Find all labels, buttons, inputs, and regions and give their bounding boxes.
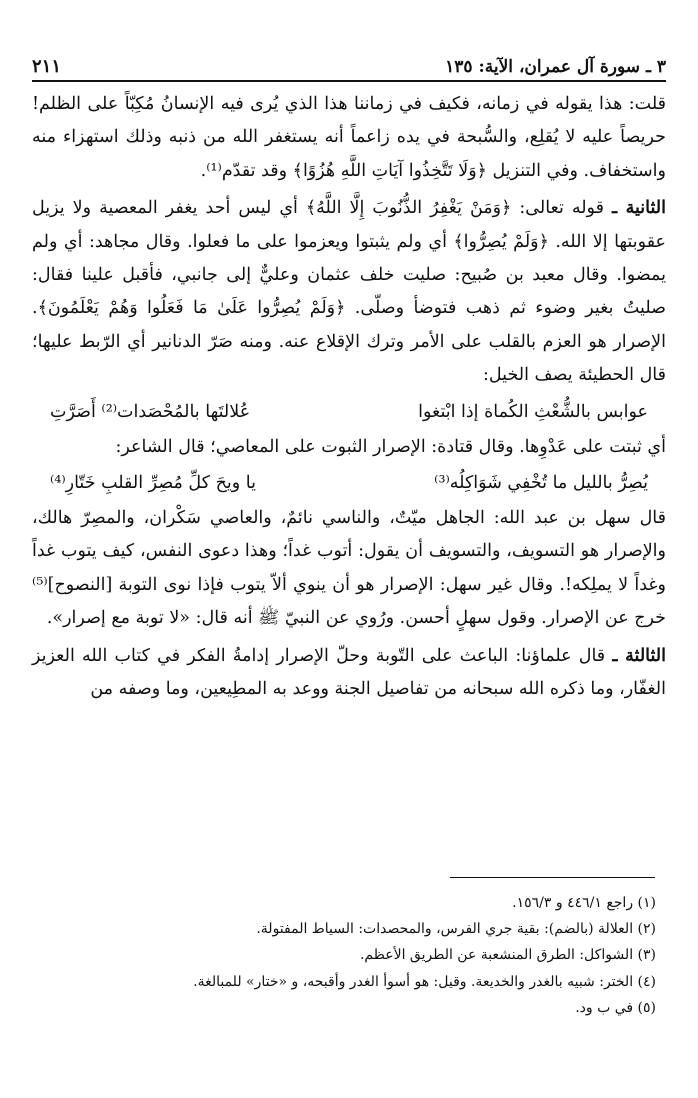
paragraph-5-text: قال علماؤنا: الباعث على التّوبة وحلّ الإصرار إدامةُ الفكر في كتاب الله العزيز الغفّار، وما ذكره الله سبحانه من تفاصيل الجنة ووعد به المطِيعين، وما وصفه من	[32, 645, 666, 700]
footnote-4: (٤) الختر: شبيه بالغدر والخديعة. وقيل: هو أسوأ الغدر وأقبحه، و «ختار» للمبالغة.	[193, 973, 656, 990]
footnote-divider	[450, 877, 655, 878]
verse-2	[32, 464, 666, 502]
paragraph-4: قال سهل بن عبد الله: الجاهل ميّتٌ، والناسي نائمٌ، والعاصي سَكْران، والمصِرّ هالك، والإصرار هو التسويف، والتسويف أن يقول: أتوب غداً؛ وهذا دعوى النفس، كيف يتوب غداً وغداً لا يملِكه!. وقال غير سهل: الإصرار هو أن ينوي ألاّ يتوب فإذا نوى التوبة [النصوح]⁽⁵⁾ خرج عن الإصرار. وقول سهلٍ أحسن. ورُوي عن النبيّ ﷺ أنه قال: «لا توبة مع إصرار».	[32, 508, 666, 629]
paragraph-2-text: قوله تعالى: ﴿وَمَنْ يَغْفِرُ الذُّنُوبَ إِلَّا اللَّهُ﴾ أي ليس أحد يغفر المعصية ولا يزيل عقوبتها إلا الله. ﴿وَلَمْ يُصِرُّوا﴾ أي ولم يثبتوا ويعزموا على ما فعلوا. وقال مجاهد: أي ولم يمضوا. وقال معبد بن صُبيح: صليت خلف عثمان وعليٌّ إلى جانبي، فأقبل علينا فقال: صليتُ بغير وضوء ثم ذهب فتوضأ وصلّى. ﴿وَلَمْ يُصِرُّوا عَلَىٰ مَا فَعَلُوا وَهُمْ يَعْلَمُونَ﴾. الإصرار هو العزم بالقلب على الأمر وترك الإقلاع عنه. ومنه صَرّ الدنانير أي الرّبط عليها؛ قال الحطيئة يصف الخيل:	[32, 198, 666, 386]
footnote-1: (١) راجع ٤٤٦/١ و ١٥٦/٣.	[512, 895, 656, 911]
footnote-3: (٣) الشواكل: الطرق المنشعبة عن الطريق الأعظم.	[359, 947, 656, 964]
page-header	[32, 50, 666, 82]
page-number: ٢١١	[32, 56, 62, 77]
verse-2-second-hemistich: يا ويحَ كلِّ مُصِرِّ القلبِ خَتّارِ⁽⁴⁾	[50, 473, 256, 494]
paragraph-5	[32, 640, 666, 707]
footnote-5: (٥) في ب ود.	[575, 999, 656, 1016]
footnote-2: (٢) العلالة (بالضم): بقية جري الفرس، والمحصدات: السياط المفتولة.	[256, 921, 656, 938]
running-title: ٣ ـ سورة آل عمران، الآية: ١٣٥	[445, 57, 666, 77]
section-label-third: الثالثة ـ	[612, 645, 666, 666]
paragraph-1: قلت: هذا يقوله في زمانه، فكيف في زماننا هذا الذي يُرى فيه الإنسانُ مُكِبّاً على الظلم! حريصاً عليه لا يُقلِع، والسُّبحة في يده زاعماً أنه يستغفر الله من ذنبه وذلك استهزاء منه واستخفاف. وفي التنزيل ﴿وَلَا تَتَّخِذُوا آيَاتِ اللَّهِ هُزُوًا﴾ وقد تقدّم⁽¹⁾.	[32, 94, 666, 181]
verse-1-second-hemistich: عُلالتَها بالمُحْصَدات⁽²⁾ أَصَرَّتِ	[50, 401, 251, 422]
paragraph-2	[32, 192, 666, 392]
verse-1-first-hemistich: عوابس بالشُّعْثِ الكُماة إذا ابْتغوا	[418, 401, 648, 422]
paragraph-3: أي ثبتت على عَدْوِها. وقال قتادة: الإصرار الثبوت على المعاصي؛ قال الشاعر:	[115, 436, 666, 457]
main-text	[32, 88, 666, 707]
section-label-second: الثانية ـ	[611, 198, 666, 219]
verse-2-first-hemistich: يُصِرُّ بالليل ما تُخْفِي شَوَاكِلُه⁽³⁾	[434, 473, 648, 494]
verse-1	[32, 393, 666, 431]
footnotes	[32, 890, 666, 1021]
